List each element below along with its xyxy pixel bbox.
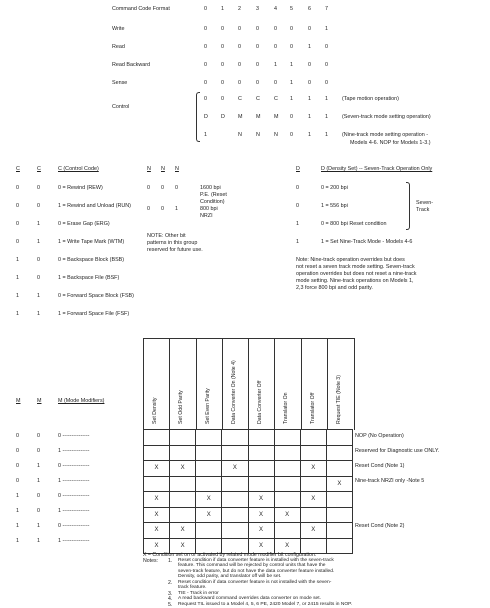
n-density-text: 800 bpi xyxy=(200,206,218,212)
footnote-text: feature. This command will be rejected by control units that have the xyxy=(178,563,326,569)
footnote-number: 4. xyxy=(168,596,173,603)
footnote-number: 2. xyxy=(168,579,173,586)
m-code-dashes: 0 --------------- xyxy=(58,463,90,469)
column-divider xyxy=(169,338,170,429)
c-code-desc: 0 = Rewind (REW) xyxy=(58,185,103,191)
footnote-text: Request TIL issued to a Model 4, 5, 6 PE, 2420 Model 7, or 2415 results in NOP. xyxy=(178,601,353,607)
c-bit: 0 xyxy=(16,221,19,227)
n-bit: 0 xyxy=(147,206,150,212)
mode-cell: X xyxy=(196,492,222,508)
mode-columns-header xyxy=(143,338,355,430)
command-bit: 0 xyxy=(274,26,277,32)
control-bit: D xyxy=(221,114,225,120)
command-bit: 0 xyxy=(221,80,224,86)
control-bit: 0 xyxy=(221,96,224,102)
mode-cell xyxy=(274,461,300,477)
n-density-text: P.E. (Reset xyxy=(200,192,227,198)
mode-cell xyxy=(144,476,170,492)
mode-cell xyxy=(300,430,326,446)
seven-track-brace xyxy=(406,182,410,230)
mode-cell: X xyxy=(144,492,170,508)
command-label: Sense xyxy=(112,80,128,86)
bit-position-header: 2 xyxy=(238,6,241,12)
footnote-text: seven-track feature, but do not have the data converter feature installed. xyxy=(178,568,335,574)
command-bit: 0 xyxy=(204,26,207,32)
command-bit: 0 xyxy=(221,62,224,68)
d-bit: 1 xyxy=(296,239,299,245)
bit-position-header: 3 xyxy=(256,6,259,12)
control-bit: M xyxy=(274,114,279,120)
mode-cell: X xyxy=(300,492,326,508)
control-bit: 1 xyxy=(308,132,311,138)
command-bit: 0 xyxy=(238,26,241,32)
footnote-number: 1. xyxy=(168,558,173,564)
mode-cell xyxy=(326,523,352,539)
command-bit: 0 xyxy=(308,62,311,68)
m-code-dashes: 0 --------------- xyxy=(58,433,90,439)
mode-modifier-grid xyxy=(143,429,353,554)
command-bit: 0 xyxy=(325,44,328,50)
mode-cell xyxy=(144,430,170,446)
mode-cell: X xyxy=(248,523,274,539)
column-divider xyxy=(248,338,249,429)
footnote-text: track feature. xyxy=(178,585,207,591)
table-row xyxy=(144,430,353,446)
mode-cell xyxy=(196,476,222,492)
mode-cell xyxy=(326,538,352,554)
mode-column-label: Data Converter On (Note 4) xyxy=(230,360,237,424)
mode-result: Reset Cond (Note 1) xyxy=(355,463,405,469)
mode-cell xyxy=(326,461,352,477)
footnote-text: Reset condition if data converter feature is installed with the seven-track xyxy=(178,558,334,563)
mode-cell xyxy=(300,445,326,461)
m-bit: 0 xyxy=(16,433,19,439)
control-bit: N xyxy=(238,132,242,138)
control-bit: 0 xyxy=(290,114,293,120)
mode-cell: X xyxy=(274,507,300,523)
m-bit: 1 xyxy=(37,523,40,529)
footnote-number: 3. xyxy=(168,590,173,597)
command-bit: 1 xyxy=(290,62,293,68)
mode-cell xyxy=(274,476,300,492)
command-bit: 0 xyxy=(221,44,224,50)
table-row xyxy=(144,507,353,523)
table-row xyxy=(144,461,353,477)
control-description: (Seven-track mode setting operation) xyxy=(342,114,431,120)
control-bit: 1 xyxy=(325,96,328,102)
mode-cell: X xyxy=(222,461,248,477)
column-divider xyxy=(196,338,197,429)
footnote-text: A read backward command overrides data converter on mode set. xyxy=(178,596,321,602)
mode-cell: X xyxy=(170,523,196,539)
mode-cell xyxy=(326,507,352,523)
mode-cell: X xyxy=(326,476,352,492)
control-label: Control xyxy=(112,104,130,110)
d-code-desc: 0 = 200 bpi xyxy=(321,185,348,191)
bit-position-header: 1 xyxy=(221,6,224,12)
c-table-header: C (Control Code) xyxy=(58,166,99,172)
table-row xyxy=(144,476,353,492)
command-bit: 0 xyxy=(256,80,259,86)
command-label: Read xyxy=(112,44,125,50)
n-table-header: N xyxy=(175,166,179,172)
mode-cell xyxy=(274,430,300,446)
mode-cell xyxy=(248,445,274,461)
mode-column-label: Translator On xyxy=(283,392,290,424)
command-bit: 0 xyxy=(308,26,311,32)
c-bit: 1 xyxy=(37,311,40,317)
command-label: Read Backward xyxy=(112,62,151,68)
control-description-cont: Models 4-6. NOP for Models 1-3.) xyxy=(350,140,431,146)
m-bit: 1 xyxy=(16,538,19,544)
n-bit: 0 xyxy=(161,206,164,212)
c-bit: 0 xyxy=(16,185,19,191)
n-density-text: 1600 bpi xyxy=(200,185,221,191)
d-table-note: operation overrides but does not reset a nine-track xyxy=(296,271,417,277)
c-bit: 0 xyxy=(37,275,40,281)
control-bit: C xyxy=(256,96,260,102)
footnote-text: Reset condition if data converter feature is not installed with the seven- xyxy=(178,579,332,585)
m-bit: 0 xyxy=(16,448,19,454)
mode-cell: X xyxy=(170,461,196,477)
mode-cell xyxy=(248,461,274,477)
mode-column-label: Request TIE (Note 3) xyxy=(335,375,342,424)
mode-cell xyxy=(248,476,274,492)
bit-position-header: 6 xyxy=(308,6,311,12)
mode-cell: X xyxy=(170,538,196,554)
mode-cell xyxy=(196,523,222,539)
command-bit: 0 xyxy=(256,26,259,32)
command-bit: 1 xyxy=(274,62,277,68)
c-code-desc: 1 = Write Tape Mark (WTM) xyxy=(58,239,125,245)
mode-cell xyxy=(170,445,196,461)
control-bit: 1 xyxy=(325,132,328,138)
c-code-desc: 1 = Forward Space File (FSF) xyxy=(58,311,130,317)
n-bit: 0 xyxy=(161,185,164,191)
control-bit: 0 xyxy=(204,96,207,102)
mode-cell xyxy=(300,476,326,492)
control-bit: 1 xyxy=(308,114,311,120)
column-divider xyxy=(222,338,223,429)
c-bit: 0 xyxy=(37,257,40,263)
c-code-desc: 1 = Backspace File (BSF) xyxy=(58,275,120,281)
mode-cell xyxy=(222,445,248,461)
command-bit: 0 xyxy=(325,62,328,68)
mode-cell xyxy=(326,445,352,461)
n-bit: 0 xyxy=(147,185,150,191)
command-bit: 0 xyxy=(274,44,277,50)
command-bit: 1 xyxy=(325,26,328,32)
mode-cell: X xyxy=(300,523,326,539)
m-bit: 0 xyxy=(37,433,40,439)
column-divider xyxy=(327,338,328,429)
c-bit: 0 xyxy=(16,203,19,209)
mode-cell xyxy=(274,445,300,461)
mode-cell: X xyxy=(144,461,170,477)
mode-result: Reserved for Diagnostic use ONLY. xyxy=(355,448,440,454)
mode-cell xyxy=(222,476,248,492)
c-bit: 1 xyxy=(37,239,40,245)
n-density-text: NRZI xyxy=(200,213,213,219)
command-bit: 0 xyxy=(204,80,207,86)
d-bit: 1 xyxy=(296,221,299,227)
command-bit: 0 xyxy=(221,26,224,32)
mode-cell xyxy=(170,476,196,492)
m-bit: 1 xyxy=(37,463,40,469)
m-bit: 0 xyxy=(16,478,19,484)
mode-cell xyxy=(300,507,326,523)
m-code-dashes: 1 --------------- xyxy=(58,508,90,514)
n-table-note: NOTE: Other bit xyxy=(147,233,186,239)
m-bit: 0 xyxy=(37,448,40,454)
c-bit: 1 xyxy=(16,257,19,263)
mode-result: Nine-track NRZI only -Note 5 xyxy=(355,478,425,484)
command-code-format-label: Command Code Format xyxy=(112,6,170,12)
footnote-number: 5. xyxy=(168,601,173,608)
m-bit: 1 xyxy=(16,493,19,499)
command-bit: 1 xyxy=(290,80,293,86)
command-bit: 0 xyxy=(325,80,328,86)
n-bit: 0 xyxy=(175,185,178,191)
command-bit: 0 xyxy=(256,44,259,50)
mode-cell xyxy=(196,430,222,446)
mode-cell: X xyxy=(248,492,274,508)
mode-cell xyxy=(196,445,222,461)
n-table-note: reserved for future use. xyxy=(147,247,203,253)
c-bit: 1 xyxy=(16,275,19,281)
mode-cell: X xyxy=(196,507,222,523)
c-bit: 0 xyxy=(37,185,40,191)
control-bit: M xyxy=(256,114,261,120)
mode-cell xyxy=(326,492,352,508)
n-bit: 1 xyxy=(175,206,178,212)
m-table-header: M xyxy=(16,398,21,404)
m-bit: 1 xyxy=(16,508,19,514)
mode-column-label: Set Odd Parity xyxy=(178,390,185,424)
mode-cell xyxy=(222,430,248,446)
control-brace xyxy=(196,92,200,142)
command-bit: 1 xyxy=(308,44,311,50)
m-bit: 0 xyxy=(16,463,19,469)
d-table-note: 2,3 force 800 bpi and odd parity. xyxy=(296,285,373,291)
bit-position-header: 5 xyxy=(290,6,293,12)
bit-position-header: 7 xyxy=(325,6,328,12)
c-bit: 0 xyxy=(16,239,19,245)
mode-cell: X xyxy=(144,538,170,554)
control-bit: 0 xyxy=(290,132,293,138)
n-table-header: N xyxy=(161,166,165,172)
control-bit: M xyxy=(238,114,243,120)
d-table-note: mode setting. Nine-track operations on Models 1, xyxy=(296,278,414,284)
m-bit: 1 xyxy=(37,478,40,484)
mode-cell: X xyxy=(274,538,300,554)
mode-cell xyxy=(326,430,352,446)
column-divider xyxy=(274,338,275,429)
c-bit: 1 xyxy=(16,311,19,317)
mode-cell xyxy=(274,492,300,508)
d-table-header: D (Density Set) -- Seven-Track Operation Only xyxy=(321,166,433,172)
command-bit: 0 xyxy=(290,44,293,50)
mode-cell: X xyxy=(300,461,326,477)
mode-cell xyxy=(196,461,222,477)
n-table-note: patterns in this group xyxy=(147,240,198,246)
table-row xyxy=(144,523,353,539)
seven-track-label: Track xyxy=(416,207,430,213)
command-bit: 0 xyxy=(238,80,241,86)
mode-cell xyxy=(170,492,196,508)
mode-cell: X xyxy=(144,523,170,539)
c-table-header: C xyxy=(16,166,20,172)
m-table-header: M xyxy=(37,398,42,404)
control-bit: 1 xyxy=(204,132,207,138)
control-bit: C xyxy=(274,96,278,102)
mode-column-label: Translator Off xyxy=(309,392,316,424)
bit-position-header: 4 xyxy=(274,6,277,12)
m-bit: 1 xyxy=(37,538,40,544)
m-code-dashes: 1 --------------- xyxy=(58,538,90,544)
control-bit: N xyxy=(274,132,278,138)
table-row xyxy=(144,445,353,461)
footnote-text: Density, odd parity, and translator off will be set. xyxy=(178,574,282,580)
control-bit: 1 xyxy=(325,114,328,120)
c-bit: 1 xyxy=(16,293,19,299)
control-bit: C xyxy=(238,96,242,102)
mode-cell xyxy=(170,507,196,523)
command-bit: 0 xyxy=(238,62,241,68)
command-bit: 0 xyxy=(204,44,207,50)
d-table-note: not reset a seven track mode setting. Seven-track xyxy=(296,264,415,270)
m-bit: 0 xyxy=(37,493,40,499)
d-bit: 0 xyxy=(296,185,299,191)
control-bit: 1 xyxy=(290,96,293,102)
mode-cell xyxy=(274,523,300,539)
d-table-note: Note: Nine-track operation overrides but does xyxy=(296,257,405,263)
c-table-header: C xyxy=(37,166,41,172)
m-table-header: M (Mode Modifiers) xyxy=(58,398,105,404)
m-bit: 1 xyxy=(16,523,19,529)
notes-label: Notes: xyxy=(143,558,158,564)
command-label: Write xyxy=(112,26,125,32)
d-code-desc: 1 = 556 bpi xyxy=(321,203,348,209)
mode-cell: X xyxy=(248,538,274,554)
command-bit: 0 xyxy=(238,44,241,50)
mode-cell xyxy=(222,523,248,539)
bit-position-header: 0 xyxy=(204,6,207,12)
mode-cell xyxy=(222,492,248,508)
m-code-dashes: 1 --------------- xyxy=(58,448,90,454)
control-description: (Nine-track mode setting operation - xyxy=(342,132,428,138)
mode-cell: X xyxy=(248,507,274,523)
mode-cell xyxy=(170,430,196,446)
d-code-desc: 1 = Set Nine-Track Mode - Models 4-6 xyxy=(321,239,413,245)
control-bit: 1 xyxy=(308,96,311,102)
control-bit: N xyxy=(256,132,260,138)
c-bit: 1 xyxy=(37,293,40,299)
control-description: (Tape motion operation) xyxy=(342,96,399,102)
seven-track-label: Seven- xyxy=(416,200,434,206)
command-bit: 0 xyxy=(308,80,311,86)
m-bit: 0 xyxy=(37,508,40,514)
c-code-desc: 0 = Backspace Block (BSB) xyxy=(58,257,125,263)
mode-result: Reset Cond (Note 2) xyxy=(355,523,405,529)
footnote-text: TIE - Track in error xyxy=(178,590,219,596)
n-density-text: Condition) xyxy=(200,199,225,205)
mode-result: NOP (No Operation) xyxy=(355,433,404,439)
column-divider xyxy=(301,338,302,429)
c-bit: 0 xyxy=(37,203,40,209)
command-bit: 0 xyxy=(256,62,259,68)
m-code-dashes: 1 --------------- xyxy=(58,478,90,484)
mode-column-label: Set Density xyxy=(152,397,159,424)
mode-cell xyxy=(248,430,274,446)
mode-cell: X xyxy=(144,507,170,523)
d-code-desc: 0 = 800 bpi Reset condition xyxy=(321,221,387,227)
mode-column-label: Set Even Parity xyxy=(204,388,211,424)
command-bit: 0 xyxy=(274,80,277,86)
n-table-header: N xyxy=(147,166,151,172)
d-table-header: D xyxy=(296,166,300,172)
m-code-dashes: 0 --------------- xyxy=(58,523,90,529)
control-bit: D xyxy=(204,114,208,120)
command-bit: 0 xyxy=(204,62,207,68)
c-code-desc: 1 = Rewind and Unload (RUN) xyxy=(58,203,131,209)
mode-column-label: Data Converter Off xyxy=(257,380,264,424)
x-definition: X = Condition set on or activated by related mode modifier bit configuration. xyxy=(143,552,317,558)
m-code-dashes: 0 --------------- xyxy=(58,493,90,499)
command-bit: 0 xyxy=(290,26,293,32)
table-row xyxy=(144,492,353,508)
c-code-desc: 0 = Erase Gap (ERG) xyxy=(58,221,110,227)
mode-cell xyxy=(222,507,248,523)
d-bit: 0 xyxy=(296,203,299,209)
mode-cell xyxy=(144,445,170,461)
c-code-desc: 0 = Forward Space Block (FSB) xyxy=(58,293,134,299)
c-bit: 1 xyxy=(37,221,40,227)
